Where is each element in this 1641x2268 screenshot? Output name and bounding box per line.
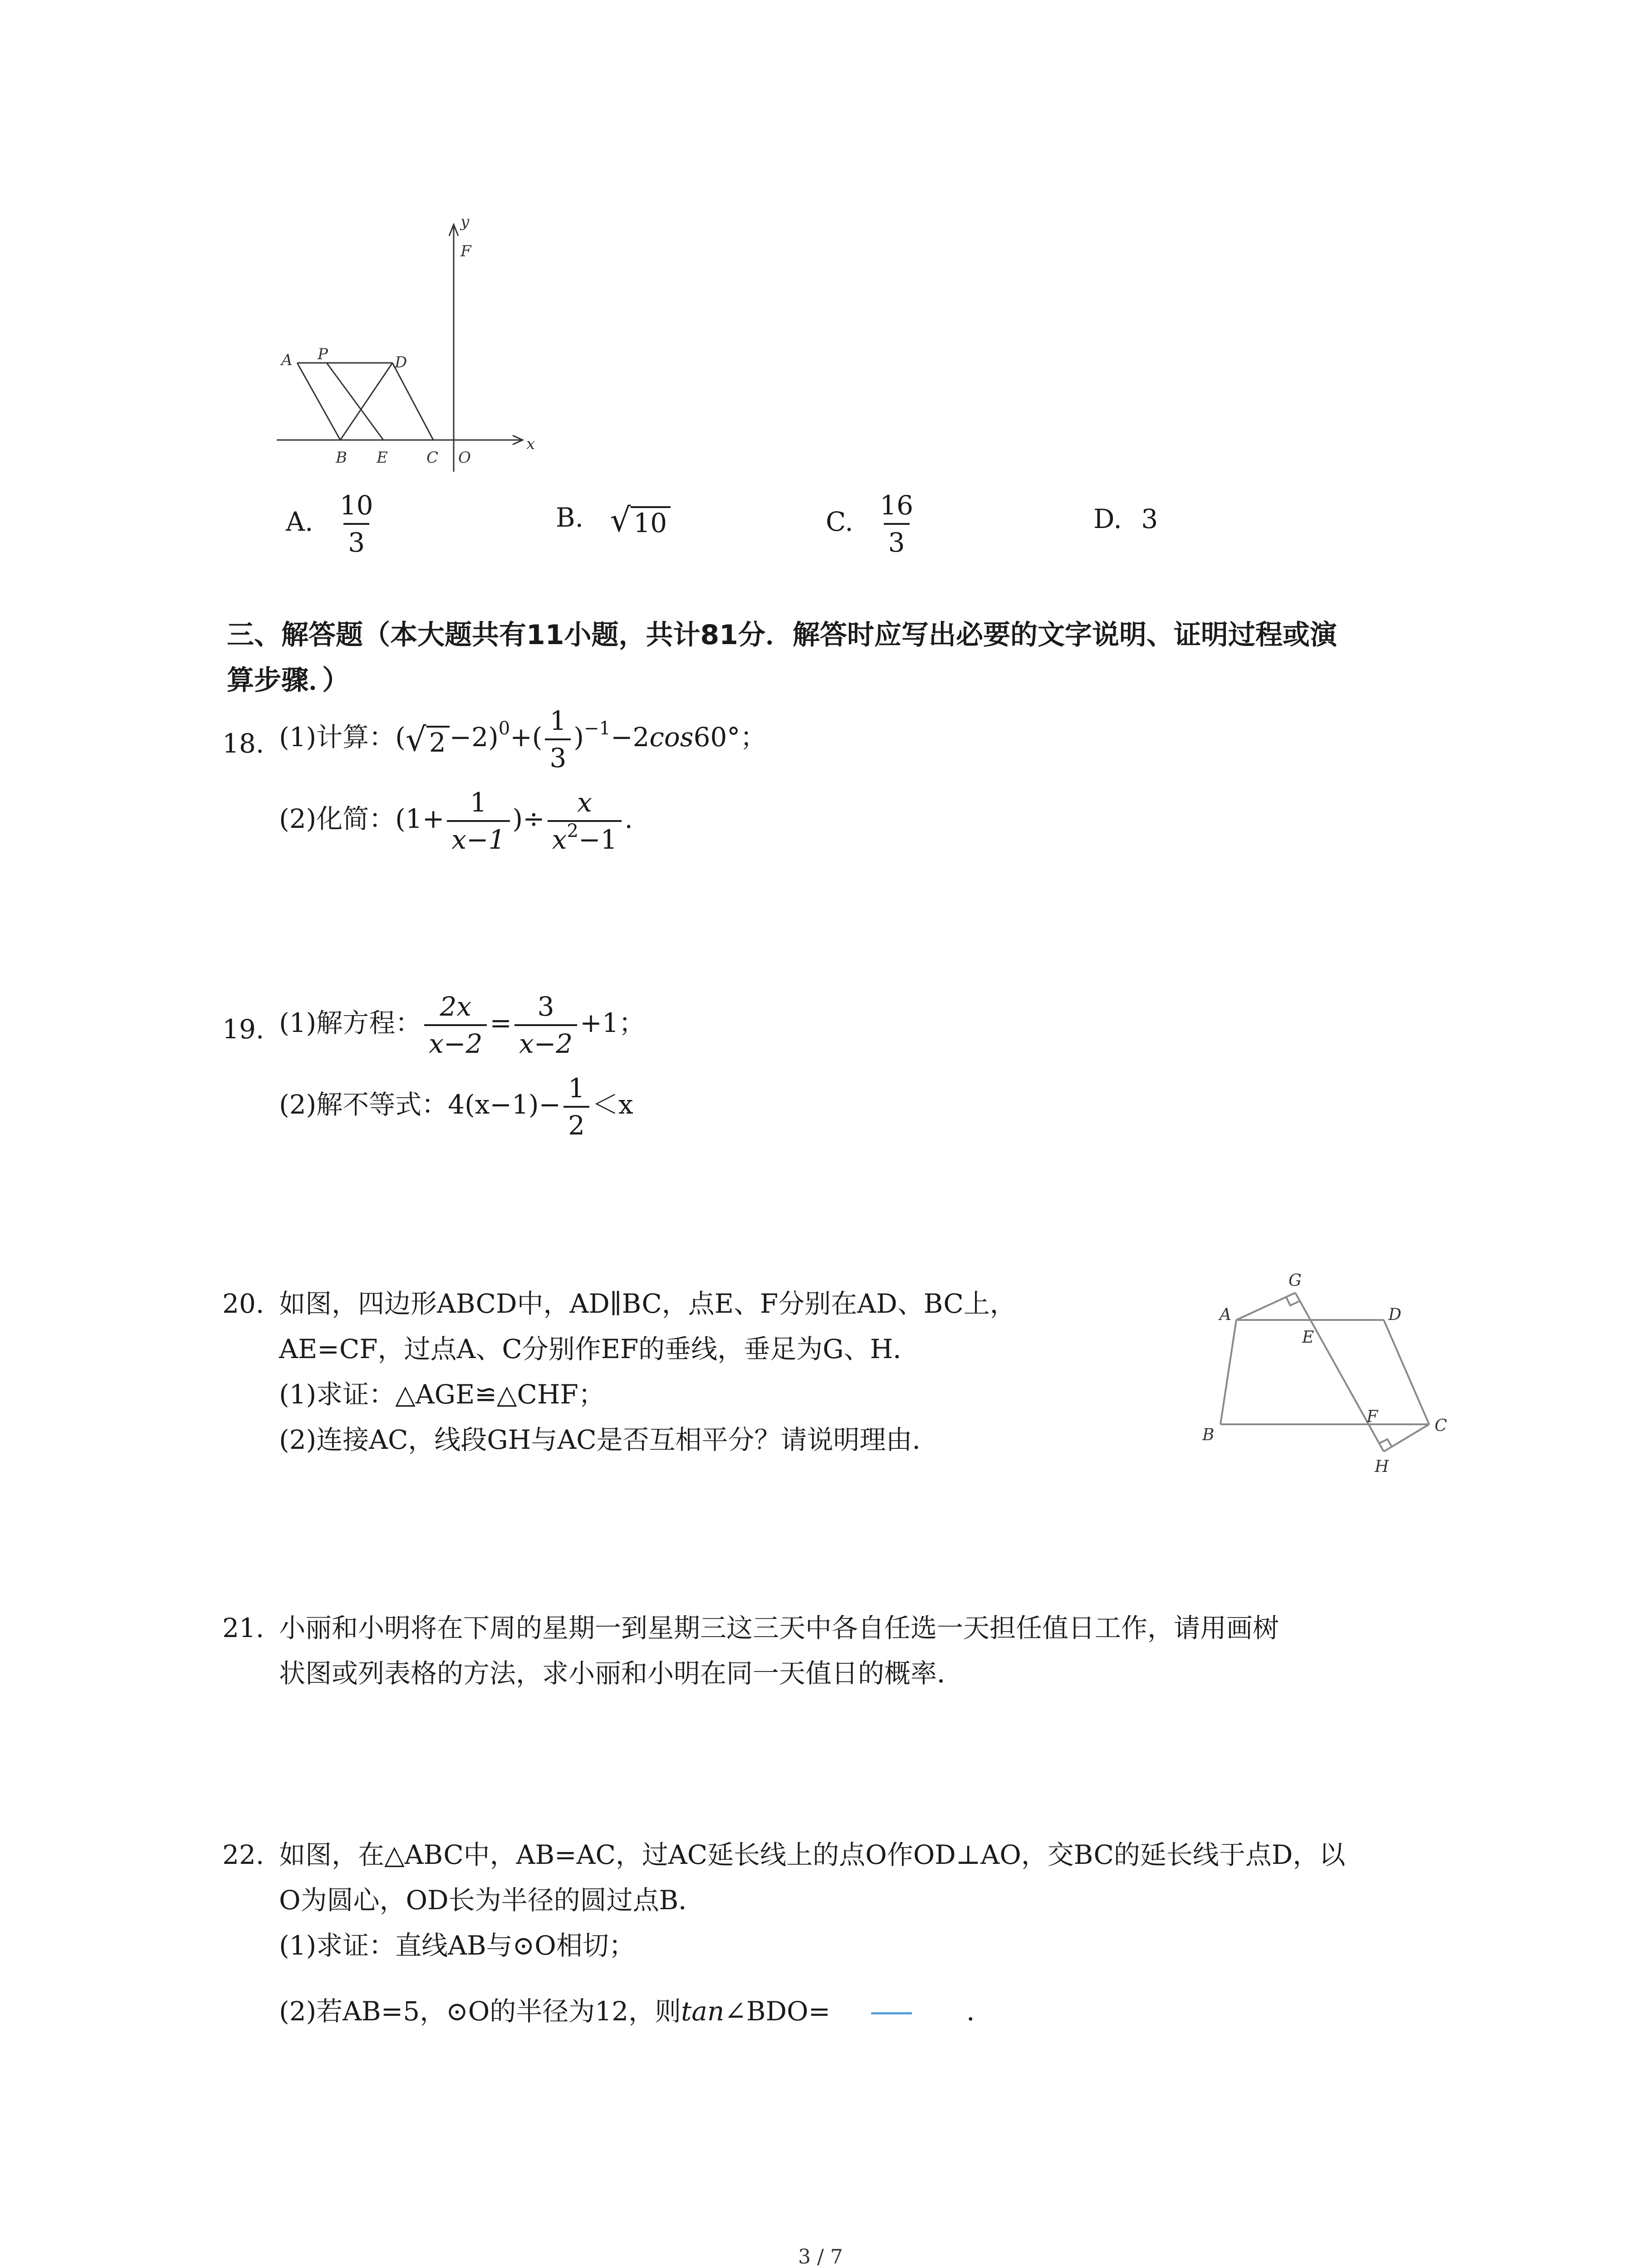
option-c-fraction xyxy=(875,492,918,556)
option-c-numerator: 16 xyxy=(880,490,913,521)
q18-part2-numerator1: 1 xyxy=(470,787,487,818)
q18-part2-fraction2 xyxy=(548,789,622,853)
q19-part1-tail: +1； xyxy=(580,1007,645,1039)
fig-label-D: D xyxy=(1388,1305,1401,1324)
q18-number: 18. xyxy=(222,728,265,759)
q18-part2-den2-base: x xyxy=(552,824,567,855)
page-number: 3 / 7 xyxy=(798,2245,843,2268)
fig-label-C: C xyxy=(1435,1417,1447,1435)
option-b-radical: √ 10 xyxy=(610,503,671,536)
q18-part1-exp0: 0 xyxy=(498,718,510,739)
fig-label-G: G xyxy=(1288,1271,1302,1290)
q22-line4 xyxy=(279,1996,993,2027)
q19-part1-denominator2: x−2 xyxy=(514,1024,577,1057)
option-b-radicand: 10 xyxy=(631,506,671,536)
q18-part1-mid: −2) xyxy=(449,722,499,753)
segment-PE xyxy=(327,363,383,440)
right-angle-G xyxy=(1286,1297,1299,1305)
q22-line1: 如图，在△ABC中，AB=AC，过AC延长线上的点O作OD⊥AO，交BC的延长线于点D，以 xyxy=(279,1839,1346,1870)
label-A: A xyxy=(281,351,293,369)
q18-part1-cos: cos xyxy=(649,722,694,753)
q19-part2 xyxy=(279,1075,633,1139)
option-a-label: A. xyxy=(286,506,314,538)
q19-part2-expr: 4(x−1)− xyxy=(448,1089,561,1120)
q18-part2-denominator2 xyxy=(548,820,622,853)
q18-part2 xyxy=(279,789,633,853)
q19-part1-numerator1: 2x xyxy=(440,991,472,1022)
option-d[interactable] xyxy=(1093,503,1158,534)
option-c-denominator: 3 xyxy=(884,523,910,556)
option-a-numerator: 10 xyxy=(339,490,373,521)
q19-part1-numerator2: 3 xyxy=(537,991,554,1022)
option-a[interactable] xyxy=(286,492,381,556)
q17-figure xyxy=(268,213,549,476)
q22-line4-end: ． xyxy=(966,1996,993,2027)
segment-DC xyxy=(1384,1320,1429,1424)
q22-line4-tan: tan xyxy=(681,1996,725,2027)
q18-part1-tail2: 60°； xyxy=(693,722,767,753)
q18-part1-open: ( xyxy=(395,722,406,753)
q18-part1-prefix: (1)计算： xyxy=(279,722,396,753)
label-y: y xyxy=(460,213,470,231)
fig-label-F: F xyxy=(1367,1408,1378,1426)
segment-AG xyxy=(1236,1293,1295,1320)
section-3-heading-line1: 三、解答题（本大题共有11小题，共计81分．解答时应写出必要的文字说明、证明过程或演 xyxy=(227,619,1337,651)
q19-part1-fraction1 xyxy=(424,993,487,1057)
q22-line4-prefix: (2)若AB=5，⊙O的半径为12，则 xyxy=(279,1996,681,2027)
option-a-denominator: 3 xyxy=(343,523,369,556)
segment-GH xyxy=(1295,1293,1384,1452)
q18-part1-fraction xyxy=(545,705,571,773)
label-C: C xyxy=(426,449,439,467)
q19-part1-fraction2 xyxy=(514,993,577,1057)
q20-figure xyxy=(1193,1266,1465,1483)
q19-part2-tail: ＜x xyxy=(592,1089,633,1120)
q19-part1-denominator1: x−2 xyxy=(424,1024,487,1057)
q18-part2-numerator2: x xyxy=(577,787,592,818)
segment-AB xyxy=(1220,1320,1236,1424)
q22-line3: (1)求证：直线AB与⊙O相切； xyxy=(279,1930,635,1961)
q18-part1-radical: √ 2 xyxy=(406,723,450,756)
label-D: D xyxy=(395,353,407,371)
q20-line4: (2)连接AC，线段GH与AC是否互相平分？请说明理由． xyxy=(279,1424,939,1455)
q18-part1-tail1: −2 xyxy=(610,722,650,753)
q20-number: 20. xyxy=(222,1288,265,1319)
option-c-label: C. xyxy=(826,506,853,538)
q20-line2: AE=CF，过点A、C分别作EF的垂线，垂足为G、H． xyxy=(279,1334,920,1364)
q18-part2-end: . xyxy=(624,803,633,835)
q22-number: 22. xyxy=(222,1839,265,1870)
q19-part2-numerator: 1 xyxy=(568,1073,585,1104)
answer-blank[interactable] xyxy=(871,2012,912,2014)
label-P: P xyxy=(318,345,328,363)
option-b-label: B. xyxy=(556,502,584,533)
q22-line2: O为圆心，OD长为半径的圆过点B． xyxy=(279,1885,705,1916)
q18-part1-plus: +( xyxy=(510,722,543,753)
q20-line1: 如图，四边形ABCD中，AD∥BC，点E、F分别在AD、BC上， xyxy=(279,1288,1016,1319)
label-E: E xyxy=(377,449,388,467)
q22-line4-rest: ∠BDO= xyxy=(724,1996,831,2027)
q21-line2: 状图或列表格的方法，求小丽和小明在同一天值日的概率． xyxy=(279,1658,964,1689)
q19-part2-fraction xyxy=(563,1075,589,1139)
q18-part1-denominator: 3 xyxy=(545,738,571,771)
fig-label-B: B xyxy=(1202,1426,1215,1444)
q18-part1-close: ) xyxy=(573,722,584,753)
section-3-heading-line2: 算步骤．） xyxy=(227,665,349,696)
label-B: B xyxy=(336,449,347,467)
fig-label-A: A xyxy=(1220,1305,1231,1324)
q18-part1 xyxy=(279,705,767,773)
label-x: x xyxy=(526,435,535,453)
q18-part2-div: )÷ xyxy=(512,803,545,835)
option-a-fraction xyxy=(335,492,378,556)
option-d-value: 3 xyxy=(1141,503,1158,534)
q19-part2-denominator: 2 xyxy=(563,1106,589,1139)
q20-line3: (1)求证：△AGE≌△CHF； xyxy=(279,1379,605,1410)
q18-part2-fraction1 xyxy=(447,789,509,853)
option-b[interactable] xyxy=(556,501,671,539)
section-3-heading xyxy=(227,612,1461,703)
segment-CH xyxy=(1384,1424,1429,1452)
segment-AB xyxy=(297,363,340,440)
q18-part2-open: (1+ xyxy=(395,803,445,835)
q19-part1-prefix: (1)解方程： xyxy=(279,1007,422,1039)
q18-part2-prefix: (2)化简： xyxy=(279,803,396,835)
q18-part1-radicand: 2 xyxy=(426,726,450,756)
fig-label-E: E xyxy=(1302,1328,1314,1347)
label-O: O xyxy=(458,449,471,467)
q19-part1 xyxy=(279,993,645,1057)
segment-DC xyxy=(392,363,433,440)
q21-number: 21. xyxy=(222,1613,265,1643)
q18-part1-numerator: 1 xyxy=(549,705,567,736)
q18-part1-exp1: −1 xyxy=(583,718,611,739)
q21-line1: 小丽和小明将在下周的星期一到星期三这三天中各自任选一天担任值日工作，请用画树 xyxy=(279,1613,1279,1643)
q19-part2-prefix: (2)解不等式： xyxy=(279,1089,448,1120)
q19-number: 19. xyxy=(222,1014,265,1045)
fig-label-H: H xyxy=(1375,1457,1389,1476)
label-F: F xyxy=(460,242,471,260)
q18-part2-den2-tail: −1 xyxy=(578,824,617,855)
q19-part1-eq: = xyxy=(490,1007,512,1039)
option-d-label: D. xyxy=(1093,503,1122,534)
option-c[interactable] xyxy=(826,492,921,556)
segment-DB xyxy=(340,363,392,440)
q18-part2-den2-exp: 2 xyxy=(567,821,578,841)
q18-part2-denominator1: x−1 xyxy=(447,820,509,853)
